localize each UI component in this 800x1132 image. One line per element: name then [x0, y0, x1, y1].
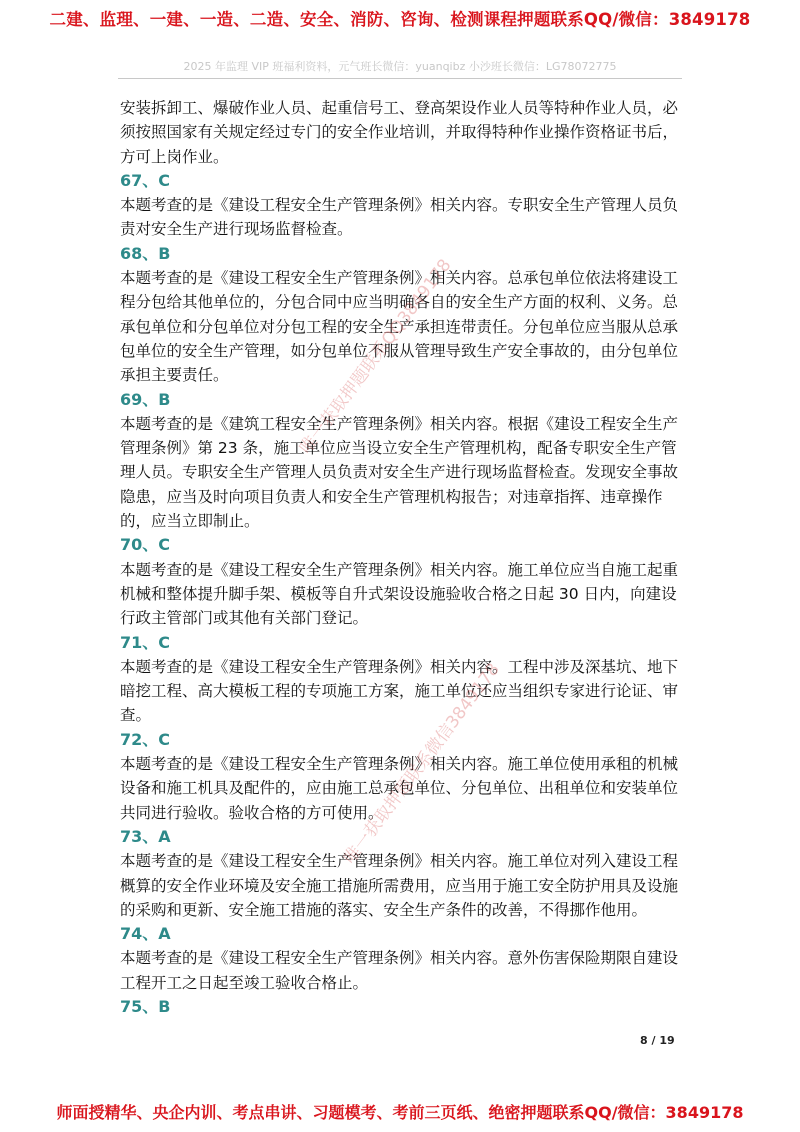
body-paragraph: 本题考查的是《建设工程安全生产管理条例》相关内容。专职安全生产管理人员负责对安全生产进行现场监督检查。 — [120, 196, 679, 239]
bottom-promo-banner: 师面授精华、央企内训、考点串讲、习题模考、考前三页纸、绝密押题联系QQ/微信：3849178 — [56, 1103, 744, 1122]
body-paragraph: 本题考查的是《建设工程安全生产管理条例》相关内容。施工单位使用承租的机械设备和施工机具及配件的，应由施工总承包单位、分包单位、出租单位和安装单位共同进行验收。验收合格的方可使用。 — [120, 755, 679, 822]
answer-heading: 75、B — [120, 996, 171, 1016]
document-body — [120, 96, 685, 1019]
answer-heading: 67、C — [120, 170, 171, 190]
body-paragraph: 安装拆卸工、爆破作业人员、起重信号工、登高架设作业人员等特种作业人员，必须按照国家有关规定经过专门的安全作业培训，并取得特种作业操作资格证书后，方可上岗作业。 — [120, 99, 679, 166]
body-paragraph: 本题考查的是《建设工程安全生产管理条例》相关内容。意外伤害保险期限自建设工程开工之日起至竣工验收合格止。 — [120, 949, 679, 992]
header-divider — [118, 78, 682, 79]
body-paragraph: 本题考查的是《建设工程安全生产管理条例》相关内容。施工单位对列入建设工程概算的安全作业环境及安全施工措施所需费用，应当用于施工安全防护用具及设施的采购和更新、安全施工措施的落实、安全生产条件的改善，不得挪作他用。 — [120, 852, 679, 919]
watermark-text: 唯一获取押题联系微信3849178 — [340, 659, 504, 869]
body-paragraph: 本题考查的是《建设工程安全生产管理条例》相关内容。施工单位应当自施工起重机械和整体提升脚手架、模板等自升式架设设施验收合格之日起 30 日内，向建设行政主管部门或其他有关部门登记。 — [120, 560, 679, 628]
answer-heading: 71、C — [120, 632, 171, 652]
answer-heading: 72、C — [120, 729, 171, 749]
top-promo-banner: 二建、监理、一建、一造、二造、安全、消防、咨询、检测课程押题联系QQ/微信：3849178 — [49, 10, 751, 29]
answer-heading: 68、B — [120, 243, 171, 263]
answer-heading: 69、B — [120, 389, 171, 409]
watermark-text: 唯一获取押题联系QQ3849178 — [296, 255, 456, 459]
answer-heading: 74、A — [120, 924, 171, 944]
page-header-note: 2025 年监理 VIP 班福利资料，元气班长微信：yuanqibz 小沙班长微信：LG78072775 — [183, 60, 617, 73]
answer-heading: 70、C — [120, 535, 171, 555]
body-paragraph: 本题考查的是《建设工程安全生产管理条例》相关内容。工程中涉及深基坑、地下暗挖工程、高大模板工程的专项施工方案，施工单位还应当组织专家进行论证、审查。 — [120, 657, 679, 725]
body-paragraph: 本题考查的是《建筑工程安全生产管理条例》相关内容。根据《建设工程安全生产管理条例》第 23 条，施工单位应当设立安全生产管理机构，配备专职安全生产管理人员。专职安全生产管理人员负责对安全生产进行现场监督检查。发现安全事故隐患，应当及时向项目负责人和安全生产管理机构报告；对违章指挥、违章操作的，应当立即制止。 — [120, 414, 679, 531]
answer-heading: 73、A — [120, 826, 171, 846]
page-number: 8 / 19 — [640, 1034, 675, 1047]
body-paragraph: 本题考查的是《建设工程安全生产管理条例》相关内容。总承包单位依法将建设工程分包给其他单位的，分包合同中应当明确各自的安全生产方面的权利、义务。总承包单位和分包单位对分包工程的安全生产承担连带责任。分包单位应当服从总承包单位的安全生产管理，如分包单位不服从管理导致生产安全事故的，由分包单位承担主要责任。 — [120, 269, 679, 385]
